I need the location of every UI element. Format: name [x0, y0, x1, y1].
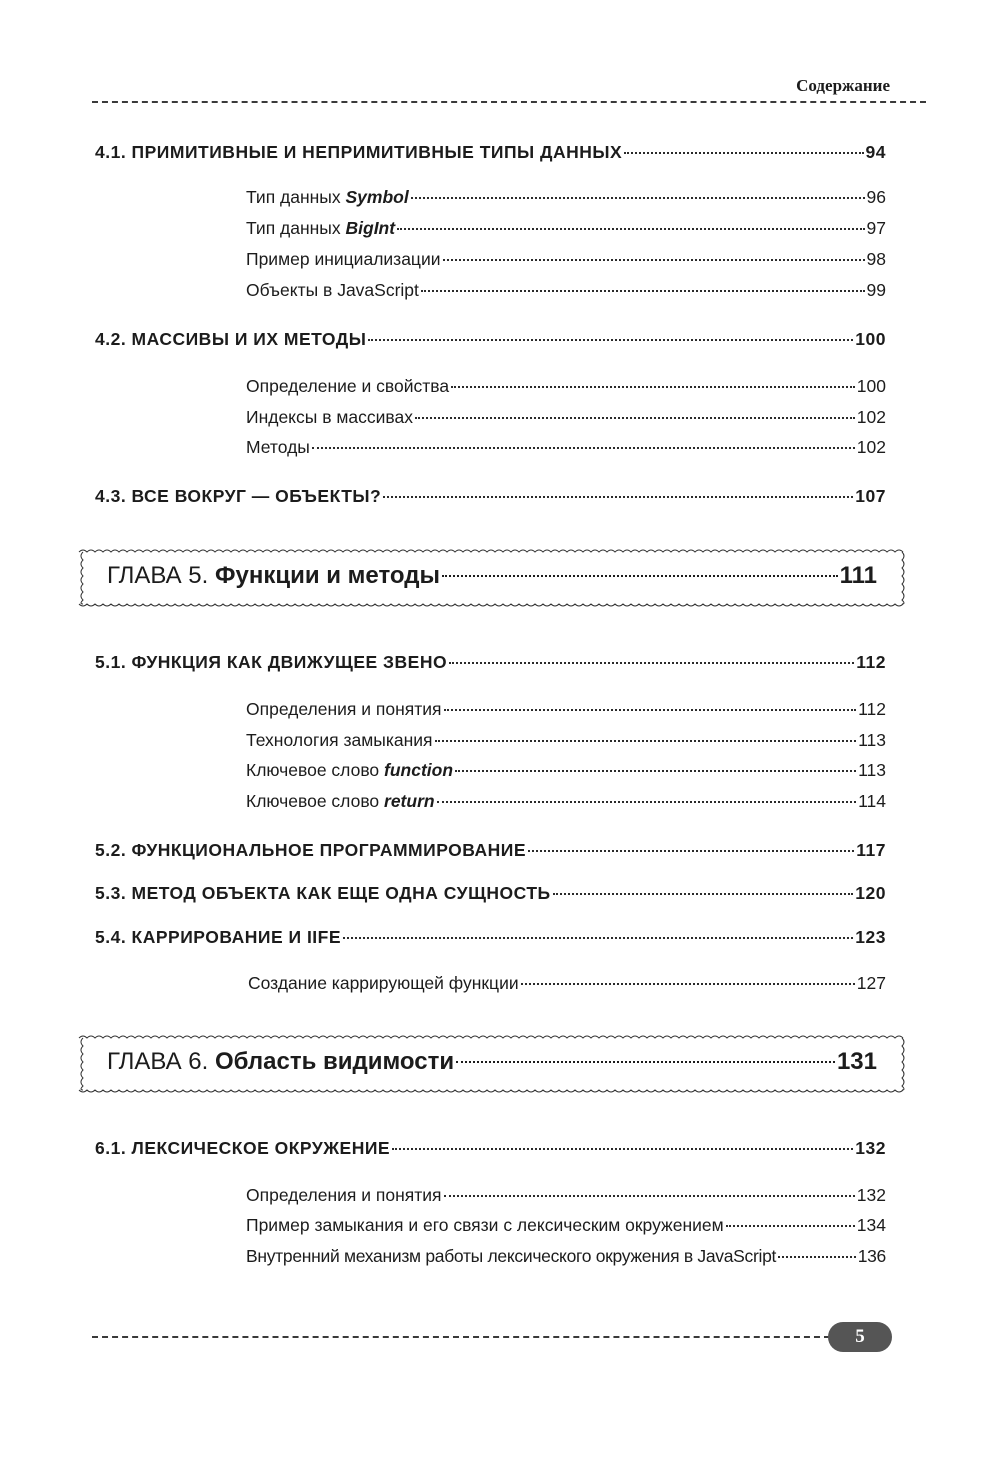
entry-title: Пример замыкания и его связи с лексическим окружением: [246, 1215, 724, 1235]
chapter-6-title[interactable]: [107, 1048, 877, 1076]
page-number-badge: 5: [828, 1322, 892, 1352]
section-title: 5.3. МЕТОД ОБЪЕКТА КАК ЕЩЕ ОДНА СУЩНОСТЬ: [95, 883, 551, 903]
section-title: 5.1. ФУНКЦИЯ КАК ДВИЖУЩЕЕ ЗВЕНО: [95, 652, 448, 672]
entry-title: Создание каррирующей функции: [248, 973, 519, 993]
page-number: 98: [866, 249, 886, 269]
page-number: 117: [856, 840, 886, 860]
toc-section-5-4[interactable]: [95, 927, 886, 948]
entry-title: Внутренний механизм работы лексического окружения в JavaScript: [246, 1246, 777, 1266]
toc-entry[interactable]: [246, 407, 886, 428]
page-number: 96: [866, 187, 886, 207]
page-number: 102: [856, 437, 886, 457]
dot-leader: [383, 496, 853, 498]
chapter-heading: ГЛАВА 5. Функции и методы: [107, 562, 440, 589]
page-number: 132: [856, 1185, 886, 1205]
toc-entry[interactable]: [246, 249, 886, 270]
toc-entry[interactable]: [246, 730, 886, 751]
page-number: 113: [858, 730, 886, 750]
toc-section-4-1[interactable]: [95, 142, 886, 163]
toc-entry[interactable]: [246, 187, 886, 208]
section-title: 6.1. ЛЕКСИЧЕСКОЕ ОКРУЖЕНИЕ: [95, 1138, 391, 1158]
dot-leader: [411, 197, 865, 199]
toc-entry[interactable]: [246, 1185, 886, 1206]
dot-leader: [455, 770, 856, 772]
page-number: 97: [866, 218, 886, 238]
entry-title: Объекты в JavaScript: [246, 280, 419, 300]
dot-leader: [312, 447, 855, 449]
dot-leader: [449, 662, 854, 664]
page-number: 134: [856, 1215, 886, 1235]
dot-leader: [443, 259, 865, 261]
entry-title: Ключевое слово return: [246, 791, 435, 811]
page-number: 131: [836, 1048, 877, 1075]
section-title: 4.3. ВСЕ ВОКРУГ — ОБЪЕКТЫ?: [95, 486, 382, 506]
footer-divider: [92, 1336, 830, 1338]
dot-leader: [778, 1256, 856, 1258]
section-title: 5.4. КАРРИРОВАНИЕ И IIFE: [95, 927, 342, 947]
toc-entry[interactable]: [246, 1246, 886, 1267]
section-title: 5.2. ФУНКЦИОНАЛЬНОЕ ПРОГРАММИРОВАНИЕ: [95, 840, 527, 860]
entry-title: Пример инициализации: [246, 249, 441, 269]
entry-title: Индексы в массивах: [246, 407, 414, 427]
page-number: 123: [855, 927, 886, 947]
entry-title: Тип данных Symbol: [246, 187, 409, 207]
dot-leader: [437, 801, 857, 803]
page-number: 127: [856, 973, 886, 993]
toc-section-5-1[interactable]: [95, 652, 886, 673]
page-number: 112: [858, 699, 886, 719]
chapter-5-title[interactable]: [107, 562, 877, 590]
section-title: 4.1. ПРИМИТИВНЫЕ И НЕПРИМИТИВНЫЕ ТИПЫ ДАННЫХ: [95, 142, 623, 162]
entry-title: Ключевое слово function: [246, 760, 454, 780]
toc-section-6-1[interactable]: [95, 1138, 886, 1159]
toc-entry[interactable]: [246, 376, 886, 397]
page-number: 111: [839, 562, 877, 589]
page-number: 112: [856, 652, 886, 672]
entry-title: Технология замыкания: [246, 730, 433, 750]
dot-leader: [343, 937, 853, 939]
dot-leader: [444, 709, 857, 711]
page-number: 120: [855, 883, 886, 903]
dot-leader: [521, 983, 855, 985]
dot-leader: [553, 893, 854, 895]
dot-leader: [421, 290, 865, 292]
page-number: 99: [866, 280, 886, 300]
toc-section-5-2[interactable]: [95, 840, 886, 861]
toc-section-5-3[interactable]: [95, 883, 886, 904]
toc-section-4-2[interactable]: [95, 329, 886, 350]
dot-leader: [415, 417, 855, 419]
toc-entry[interactable]: [246, 218, 886, 239]
toc-entry[interactable]: [246, 280, 886, 301]
section-title: 4.2. МАССИВЫ И ИХ МЕТОДЫ: [95, 329, 367, 349]
dot-leader: [444, 1195, 855, 1197]
toc-entry[interactable]: [246, 760, 886, 781]
toc-entry[interactable]: [246, 791, 886, 812]
dot-leader: [392, 1148, 853, 1150]
page-number: 94: [865, 142, 886, 162]
page-number: 113: [858, 760, 886, 780]
entry-title: Определения и понятия: [246, 1185, 442, 1205]
page-number: 100: [856, 376, 886, 396]
entry-title: Методы: [246, 437, 310, 457]
dot-leader: [456, 1061, 835, 1063]
entry-title: Определение и свойства: [246, 376, 450, 396]
header-divider: [92, 101, 926, 103]
dot-leader: [528, 850, 854, 852]
chapter-5-box[interactable]: [79, 548, 906, 608]
page-number: 136: [857, 1246, 886, 1266]
toc-entry[interactable]: [246, 1215, 886, 1236]
toc-entry[interactable]: [246, 437, 886, 458]
dot-leader: [451, 386, 855, 388]
dot-leader: [726, 1225, 855, 1227]
dot-leader: [397, 228, 864, 230]
page-number: 100: [855, 329, 886, 349]
dot-leader: [368, 339, 853, 341]
page-number: 114: [858, 791, 886, 811]
toc-section-4-3[interactable]: [95, 486, 886, 507]
dot-leader: [435, 740, 857, 742]
toc-entry[interactable]: [248, 973, 886, 994]
entry-title: Определения и понятия: [246, 699, 442, 719]
page-number: 107: [855, 486, 886, 506]
dot-leader: [442, 575, 838, 577]
toc-entry[interactable]: [246, 699, 886, 720]
page-number: 132: [855, 1138, 886, 1158]
running-head: Содержание: [796, 76, 890, 95]
chapter-6-box[interactable]: [79, 1034, 906, 1094]
page-number: 102: [856, 407, 886, 427]
dot-leader: [624, 152, 863, 154]
entry-title: Тип данных BigInt: [246, 218, 396, 238]
chapter-heading: ГЛАВА 6. Область видимости: [107, 1048, 455, 1075]
